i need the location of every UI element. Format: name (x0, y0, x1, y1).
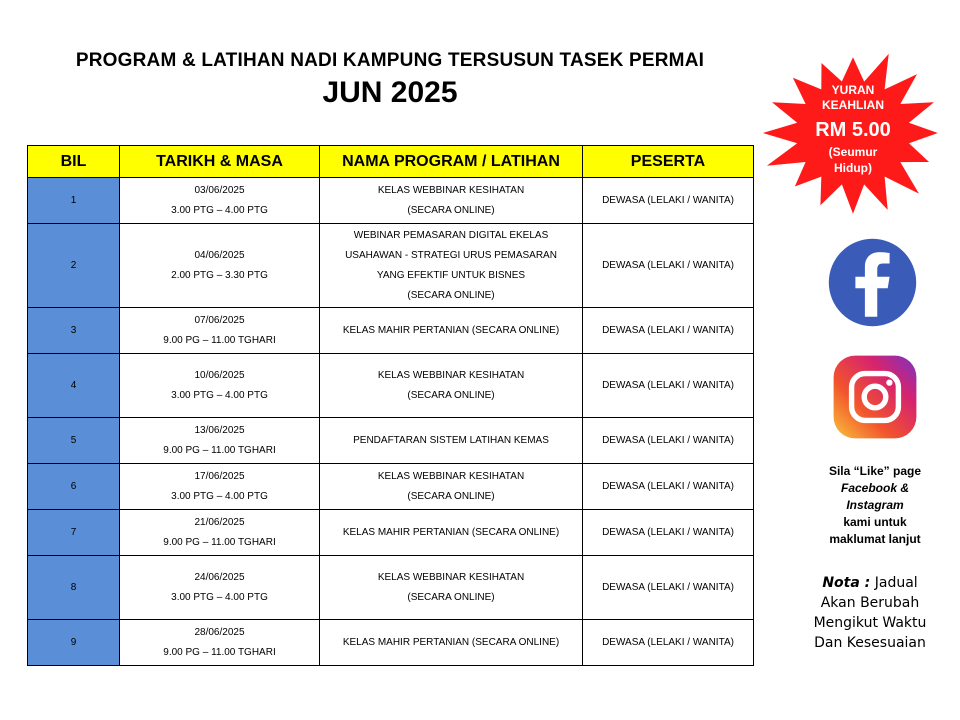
cell-program-line: (SECARA ONLINE) (407, 591, 495, 603)
table-row (28, 464, 754, 510)
like-line5: maklumat lanjut (829, 532, 921, 546)
cell-program-line: (SECARA ONLINE) (407, 204, 495, 216)
cell-date: 24/06/2025 (194, 571, 245, 583)
cell-program-line: USAHAWAN - STRATEGI URUS PEMASARAN (345, 249, 557, 261)
cell-bil: 5 (28, 418, 120, 464)
cell-program (320, 464, 583, 510)
table-row (28, 620, 754, 666)
cell-peserta: DEWASA (LELAKI / WANITA) (583, 464, 754, 510)
cell-peserta: DEWASA (LELAKI / WANITA) (583, 308, 754, 354)
cell-date: 07/06/2025 (194, 314, 245, 326)
table-header-row (28, 146, 754, 178)
cell-tarikh-masa (120, 354, 320, 418)
cell-program-line: WEBINAR PEMASARAN DIGITAL EKELAS (353, 229, 549, 241)
cell-bil: 6 (28, 464, 120, 510)
cell-program (320, 178, 583, 224)
cell-tarikh-masa (120, 464, 320, 510)
cell-date: 28/06/2025 (194, 626, 245, 638)
cell-time: 2.00 PTG – 3.30 PTG (171, 269, 268, 281)
cell-program-line: YANG EFEKTIF UNTUK BISNES (376, 269, 526, 281)
cell-bil: 7 (28, 510, 120, 556)
instagram-logo-icon[interactable] (830, 352, 920, 442)
cell-date: 10/06/2025 (194, 369, 245, 381)
cell-program (320, 354, 583, 418)
page-subtitle-month: JUN 2025 (322, 76, 458, 109)
cell-program-line: KELAS WEBBINAR KESIHATAN (377, 571, 525, 583)
table-row (28, 510, 754, 556)
cell-program-line: KELAS MAHIR PERTANIAN (SECARA ONLINE) (342, 636, 560, 648)
cell-peserta: DEWASA (LELAKI / WANITA) (583, 224, 754, 308)
cell-date: 03/06/2025 (194, 184, 245, 196)
cell-program-line: KELAS MAHIR PERTANIAN (SECARA ONLINE) (342, 526, 560, 538)
cell-program-line: (SECARA ONLINE) (407, 289, 495, 301)
nota-label: Nota : (822, 575, 871, 591)
badge-note1: (Seumur (828, 145, 878, 159)
table-row (28, 354, 754, 418)
cell-peserta: DEWASA (LELAKI / WANITA) (583, 510, 754, 556)
badge-note2: Hidup) (834, 161, 872, 175)
cell-time: 9.00 PG – 11.00 TGHARI (163, 646, 276, 658)
like-line3: Instagram (846, 498, 904, 512)
cell-peserta: DEWASA (LELAKI / WANITA) (583, 354, 754, 418)
cell-program-line: KELAS WEBBINAR KESIHATAN (377, 184, 525, 196)
cell-peserta: DEWASA (LELAKI / WANITA) (583, 620, 754, 666)
cell-tarikh-masa (120, 308, 320, 354)
cell-date: 04/06/2025 (194, 249, 245, 261)
schedule-body (28, 178, 754, 666)
schedule-table (27, 145, 754, 666)
like-page-message (790, 463, 960, 548)
like-line1: Sila “Like” page (828, 464, 922, 478)
badge-price: RM 5.00 (815, 119, 891, 141)
cell-program (320, 418, 583, 464)
cell-program (320, 556, 583, 620)
cell-time: 3.00 PTG – 4.00 PTG (171, 591, 268, 603)
table-row (28, 308, 754, 354)
page-title: PROGRAM & LATIHAN NADI KAMPUNG TERSUSUN TASEK PERMAI (75, 50, 705, 71)
cell-tarikh-masa (120, 556, 320, 620)
cell-program (320, 510, 583, 556)
cell-program (320, 308, 583, 354)
cell-tarikh-masa (120, 224, 320, 308)
cell-peserta: DEWASA (LELAKI / WANITA) (583, 418, 754, 464)
facebook-logo-icon[interactable] (825, 235, 920, 330)
like-line4: kami untuk (843, 515, 907, 529)
badge-line1: YURAN (831, 83, 875, 97)
header-tarikh-masa: TARIKH & MASA (120, 146, 320, 178)
table-row (28, 178, 754, 224)
cell-bil: 8 (28, 556, 120, 620)
cell-bil: 4 (28, 354, 120, 418)
cell-bil: 3 (28, 308, 120, 354)
cell-time: 3.00 PTG – 4.00 PTG (171, 204, 268, 216)
cell-time: 9.00 PG – 11.00 TGHARI (163, 444, 276, 456)
cell-time: 9.00 PG – 11.00 TGHARI (163, 334, 276, 346)
schedule-note (790, 573, 950, 653)
nota-line1: Jadual (870, 575, 918, 591)
cell-program-line: KELAS MAHIR PERTANIAN (SECARA ONLINE) (342, 324, 560, 336)
cell-peserta: DEWASA (LELAKI / WANITA) (583, 556, 754, 620)
cell-tarikh-masa (120, 510, 320, 556)
cell-time: 3.00 PTG – 4.00 PTG (171, 389, 268, 401)
table-row (28, 556, 754, 620)
cell-program-line: (SECARA ONLINE) (407, 389, 495, 401)
nota-line4: Dan Kesesuaian (814, 635, 926, 651)
header-peserta: PESERTA (583, 146, 754, 178)
cell-time: 3.00 PTG – 4.00 PTG (171, 490, 268, 502)
cell-time: 9.00 PG – 11.00 TGHARI (163, 536, 276, 548)
cell-program (320, 620, 583, 666)
table-row (28, 224, 754, 308)
header-bil: BIL (28, 146, 120, 178)
cell-date: 21/06/2025 (194, 516, 245, 528)
membership-fee-starburst (748, 36, 958, 226)
cell-program-line: KELAS WEBBINAR KESIHATAN (377, 369, 525, 381)
header-nama-program: NAMA PROGRAM / LATIHAN (320, 146, 583, 178)
cell-date: 13/06/2025 (194, 424, 245, 436)
cell-date: 17/06/2025 (194, 470, 245, 482)
badge-line2: KEAHLIAN (822, 98, 884, 112)
table-row (28, 418, 754, 464)
cell-tarikh-masa (120, 178, 320, 224)
like-line2: Facebook & (840, 481, 909, 495)
cell-bil: 2 (28, 224, 120, 308)
cell-bil: 1 (28, 178, 120, 224)
cell-tarikh-masa (120, 620, 320, 666)
cell-bil: 9 (28, 620, 120, 666)
nota-line2: Akan Berubah (820, 595, 920, 611)
cell-program (320, 224, 583, 308)
cell-program-line: KELAS WEBBINAR KESIHATAN (377, 470, 525, 482)
nota-line3: Mengikut Waktu (813, 615, 927, 631)
cell-program-line: (SECARA ONLINE) (407, 490, 495, 502)
cell-program-line: PENDAFTARAN SISTEM LATIHAN KEMAS (353, 434, 549, 446)
cell-peserta: DEWASA (LELAKI / WANITA) (583, 178, 754, 224)
cell-tarikh-masa (120, 418, 320, 464)
